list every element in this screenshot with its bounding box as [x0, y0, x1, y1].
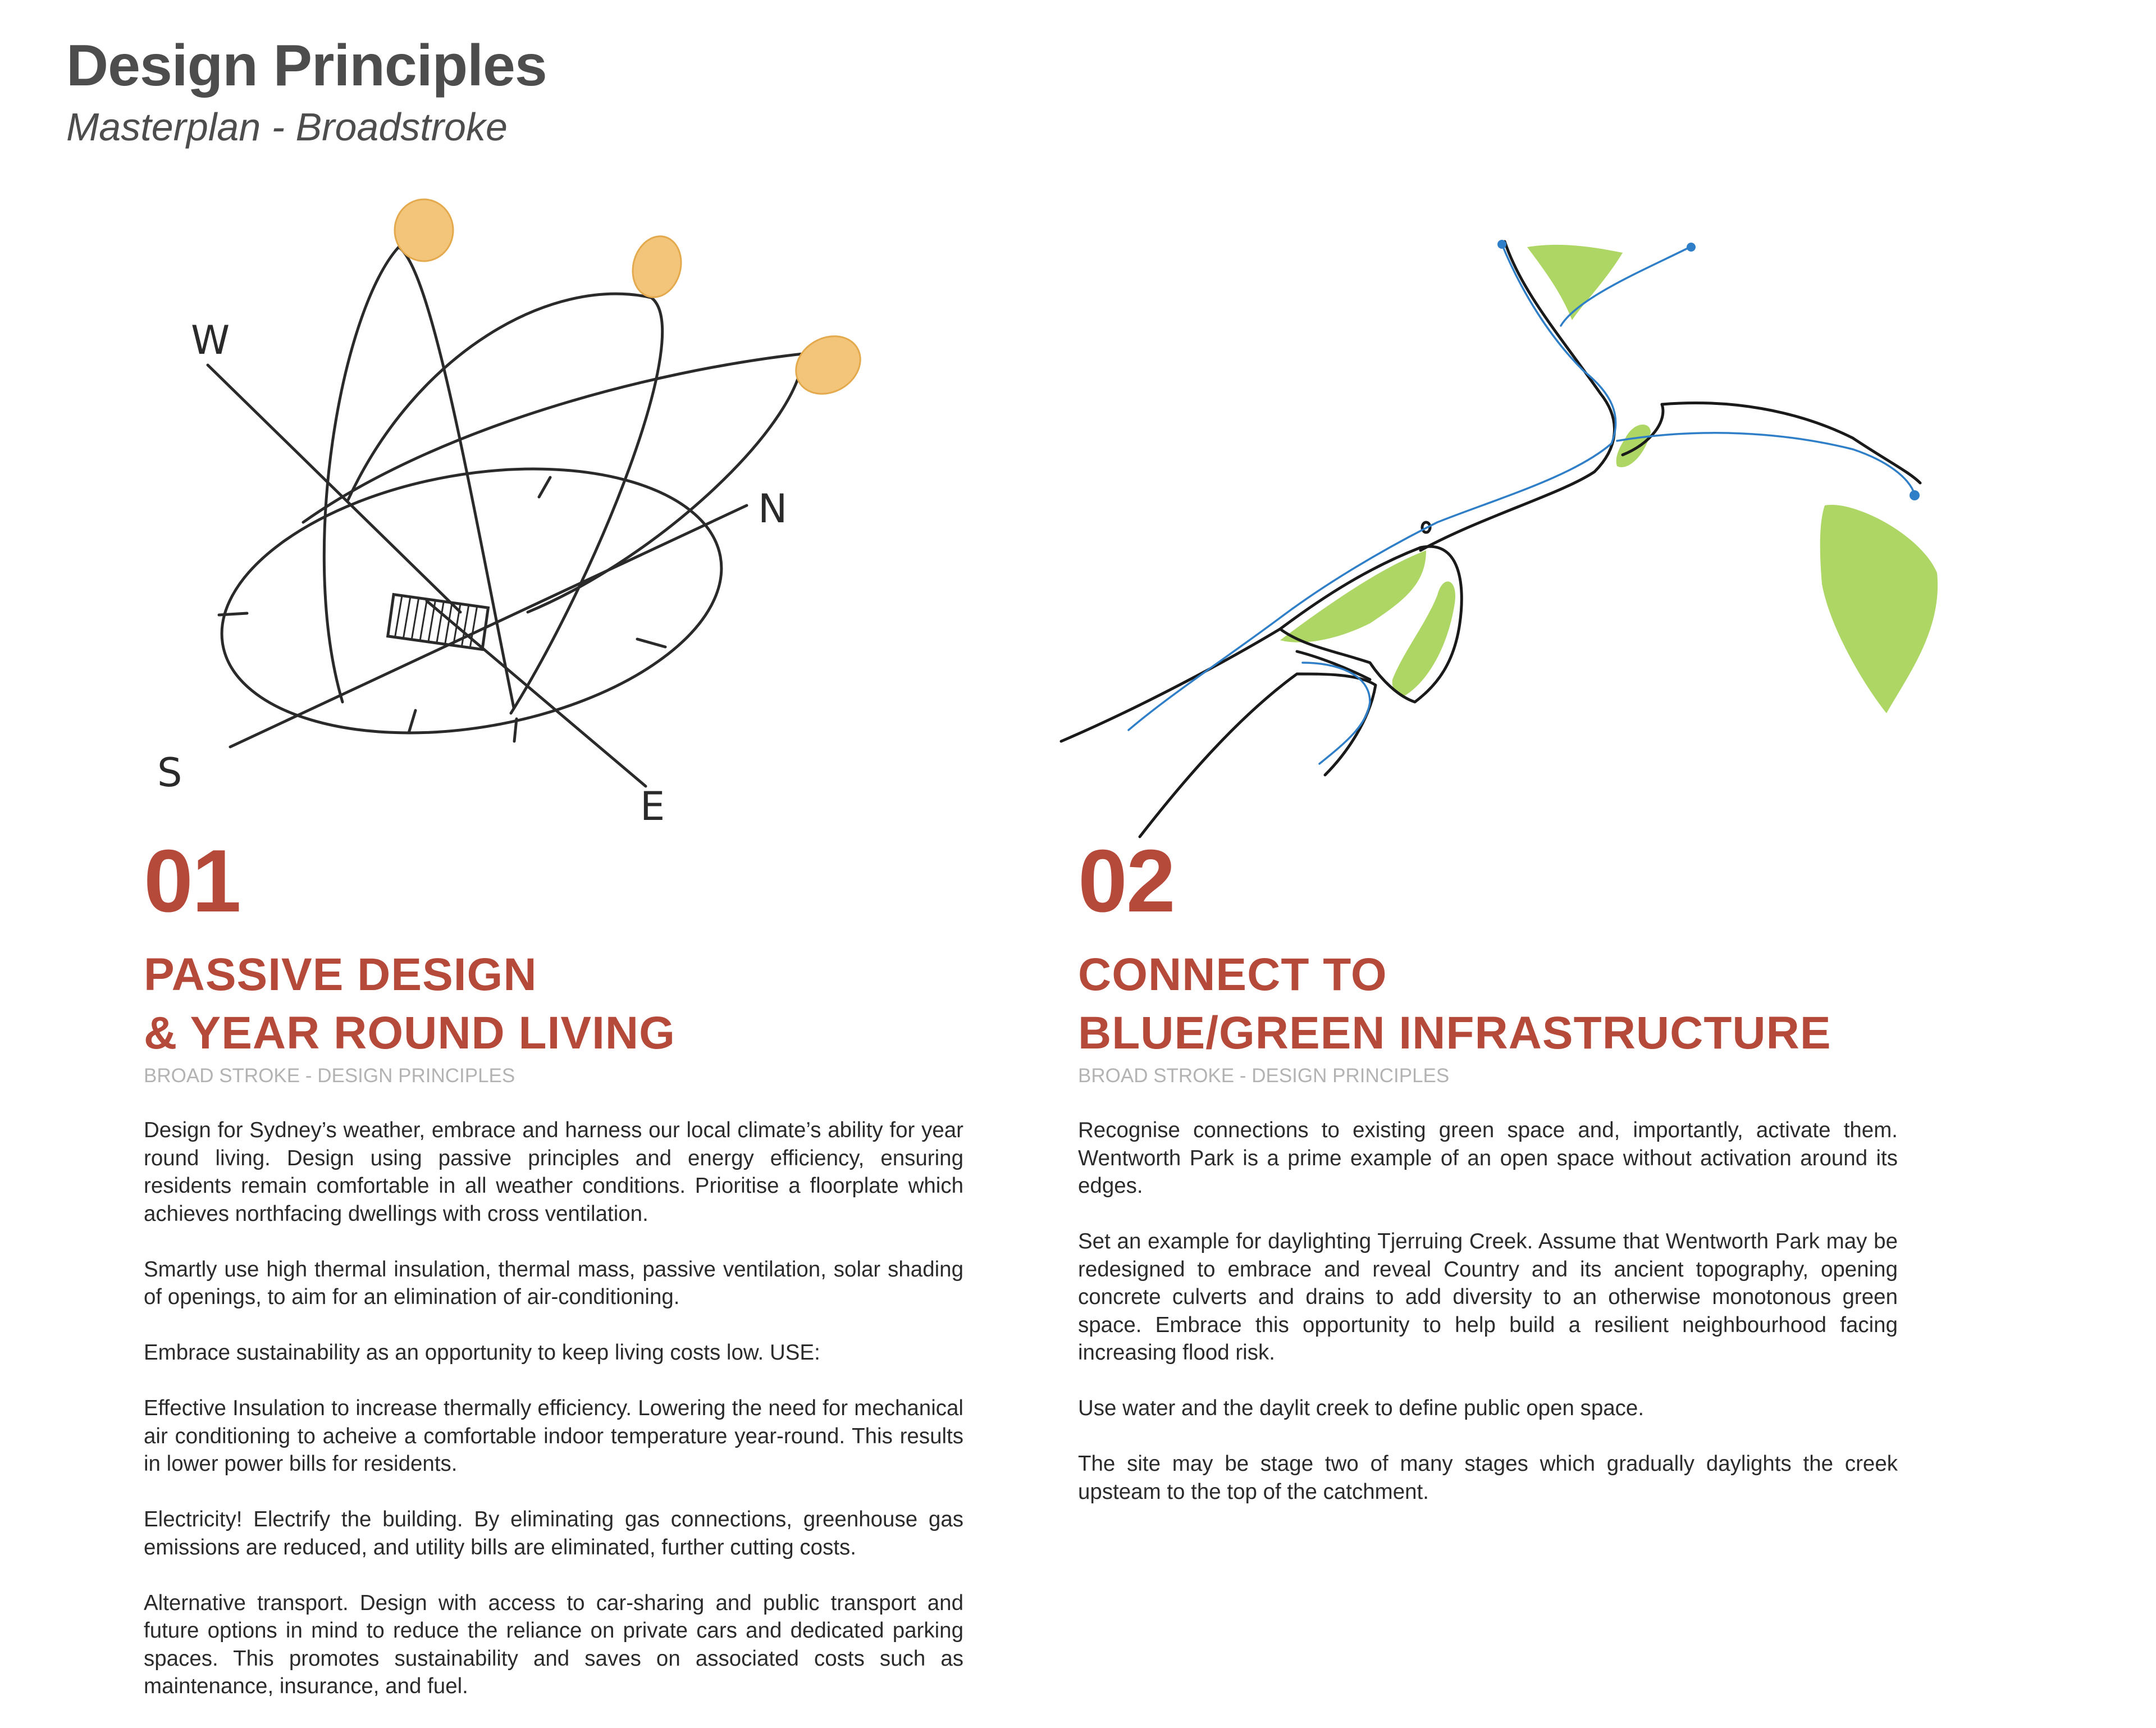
- section-number: 01: [144, 832, 240, 931]
- section-heading-line2: BLUE/GREEN INFRASTRUCTURE: [1078, 1007, 1831, 1059]
- horizon-ellipse: [201, 432, 742, 769]
- sun-icon: [626, 231, 688, 303]
- sun-arc-winter: [303, 354, 803, 612]
- page-title: Design Principles: [66, 33, 547, 98]
- body-paragraph: Use water and the daylit creek to define public open space.: [1078, 1396, 1645, 1420]
- section-tag: BROAD STROKE - DESIGN PRINCIPLES: [1078, 1065, 1450, 1087]
- section-body: [1078, 1116, 1898, 1506]
- sun-path-sketch: [157, 185, 898, 848]
- sun-icon: [785, 325, 871, 405]
- sun-icon: [395, 199, 453, 261]
- green-space-mid: [1616, 425, 1651, 467]
- compass-label-n: N: [758, 486, 788, 532]
- compass-axis-se: [230, 505, 747, 747]
- body-paragraph: Smartly use high thermal insulation, thermal mass, passive ventilation, solar shading of openings, to aim for an elimination of air-conditioning.: [144, 1257, 963, 1309]
- water-node-icon: [1497, 240, 1506, 249]
- sun-icons: [395, 199, 871, 405]
- green-space-park-a: [1280, 550, 1426, 642]
- creek-bank-right: [1662, 403, 1920, 484]
- body-paragraph: Set an example for daylighting Tjerruing Creek. Assume that Wentworth Park may be redesigned to embrace and reveal Country and its ancient topography, opening concrete culverts and drains to add diversity to an otherwise monotonous green space. Embrace this opportunity to help build a resilient neighbourhood facing increasing flood risk.: [1078, 1229, 1898, 1365]
- body-paragraph: Alternative transport. Design with access to car-sharing and public transport and future options in mind to reduce the reliance on private cars and dedicated parking spaces. This promotes sustainability and saves on associated costs such as maintenance, insurance, and fuel.: [144, 1590, 963, 1698]
- water-line-south: [1303, 663, 1370, 764]
- section-number: 02: [1078, 832, 1175, 931]
- page-subtitle: Masterplan - Broadstroke: [66, 105, 508, 149]
- compass-axis-e: [427, 601, 646, 786]
- body-paragraph: Design for Sydney’s weather, embrace and harness our local climate’s ability for year round living. Design using passive principles and energy efficiency, ensuring residents remain comfortable in all weather conditions. Prioritise a floorplate which achieves northfacing dwellings with cross ventilation.: [144, 1118, 963, 1226]
- body-paragraph: The site may be stage two of many stages which gradually daylights the creek upsteam to the top of the catchment.: [1078, 1452, 1898, 1504]
- principle-section-01: [144, 832, 963, 1728]
- creek-network-sketch: [1056, 236, 1988, 842]
- section-body: [144, 1116, 963, 1700]
- water-node-icon: [1687, 243, 1696, 252]
- compass-label-w: W: [191, 317, 230, 363]
- principle-section-02: [1078, 832, 1898, 1534]
- body-paragraph: Electricity! Electrify the building. By eliminating gas connections, greenhouse gas emissions are reduced, and utility bills are eliminated, further cutting costs.: [144, 1507, 963, 1560]
- green-space-top: [1527, 245, 1623, 320]
- sun-arc-equinox: [348, 294, 663, 713]
- section-heading-line1: PASSIVE DESIGN: [144, 949, 537, 1000]
- compass-label-s: S: [157, 750, 182, 796]
- body-paragraph: Embrace sustainability as an opportunity to keep living costs low. USE:: [144, 1341, 820, 1365]
- section-tag: BROAD STROKE - DESIGN PRINCIPLES: [144, 1065, 515, 1087]
- compass-label-e: E: [640, 783, 665, 829]
- section-heading-line2: & YEAR ROUND LIVING: [144, 1007, 675, 1059]
- water-node-icon: [1910, 490, 1920, 500]
- body-paragraph: Recognise connections to existing green space and, importantly, activate them. Wentworth Park is a prime example of an open space without activation around its edges.: [1078, 1118, 1898, 1198]
- sun-arc-summer: [324, 247, 514, 708]
- section-heading-line1: CONNECT TO: [1078, 949, 1387, 1000]
- body-paragraph: Effective Insulation to increase thermally efficiency. Lowering the need for mechanical air conditioning to acheive a comfortable indoor temperature year-round. This results in lower power bills for residents.: [144, 1396, 963, 1476]
- road-edge-outer: [1061, 629, 1280, 741]
- water-line-east: [1617, 433, 1915, 494]
- road-edge-inner: [1140, 674, 1376, 837]
- green-space-right: [1820, 505, 1938, 713]
